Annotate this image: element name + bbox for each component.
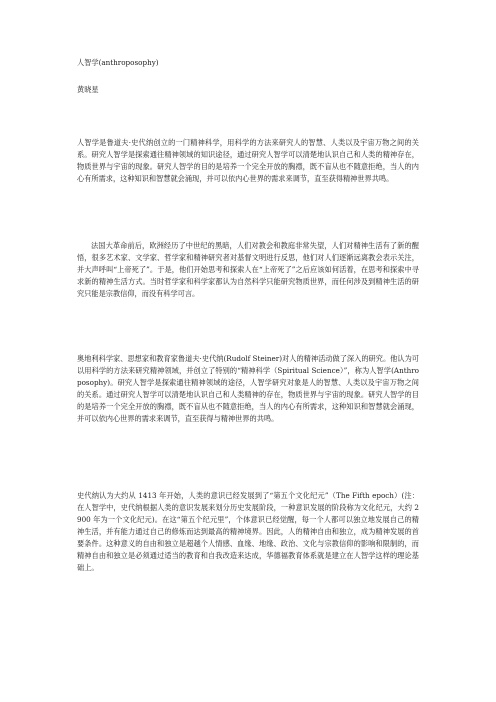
paragraph-1: 人智学是鲁道夫·史代纳创立的一门精神科学，用科学的方法来研究人的智慧、人类以及宇宙万物之间的关系。研究人智学是探索通往精神领域的知识途径，通过研究人智学可以清楚地认识自己和人类的精神存在，物质世界与宇宙的现象。研究人智学的目的是培养一个完全开放的胸襟，既不盲从也不随意拒绝，当人的内心有所需求，这种知识和智慧就会涌现，并可以依内心世界的需求来调节，直至获得精神世界共鸣。 (77, 138, 419, 183)
document-title: 人智学(anthroposophy) (77, 58, 159, 67)
author-name: 黄晓星 (77, 85, 99, 94)
paragraph-3: 奥地利科学家、思想家和教育家鲁道夫·史代纳(Rudolf Steiner)对人的精神活动做了深入的研究。他认为可以用科学的方法来研究精神领域，并创立了特别的“精神科学（Spiritual Science）”，称为人智学(Anthroposophy)。研究人智学是探索通往精神领域的途径，人智学研究对象是人的智慧、人类以及宇宙万物之间的关系。通过研究人智学可以清楚地认识自己和人类精神的存在，物质世界与宇宙的现象。研究人智学的目的是培养一个完全开放的胸襟，既不盲从也不随意拒绝，当人的内心有所需求，这种知识和智慧就会涌现，并可以依内心世界的需求来调节，直至获得与精神世界的共鸣。 (77, 354, 419, 423)
paragraph-4: 史代纳认为大约从 1413 年开始，人类的意识已经发展到了“第五个文化纪元”（The Fifth epoch）(注：在人智学中，史代纳根据人类的意识发展来划分历史发展阶段，一种意识发展的阶段称为文化纪元，大约 2900 年为一个文化纪元)。在这“第五个纪元里”，个体意识已经觉醒，每一个人都可以独立地发展自己的精神生活，并有能力通过自己的修炼而达到最高的精神境界。因此，人的精神自由和独立，成为精神发展的首要条件。这种意义的自由和独立是超越个人情感、血缘、地缘、政治、文化与宗教信仰的影响和限制的，而精神自由和独立是必须通过适当的教育和自我改造来达成，华德福教育体系就是建立在人智学这样的理论基础上。 (77, 491, 419, 572)
paragraph-2: 法国大革命前后，欧洲经历了中世纪的黑暗，人们对教会和教庭非常失望，人们对精神生活有了新的醒悟，很多艺术家、文学家、哲学家和精神研究者对基督文明进行反思，他们对人们逐渐远离教会表示关注，并大声呼叫“上帝死了”。于是，他们开始思考和探索人在“上帝死了”之后应该如何活着，在思考和探索中寻求新的精神生活方式。当时哲学家和科学家都认为自然科学只能研究物质世界，而任何涉及到精神生活的研究只能是宗教信仰，而没有科学可言。 (77, 241, 419, 298)
